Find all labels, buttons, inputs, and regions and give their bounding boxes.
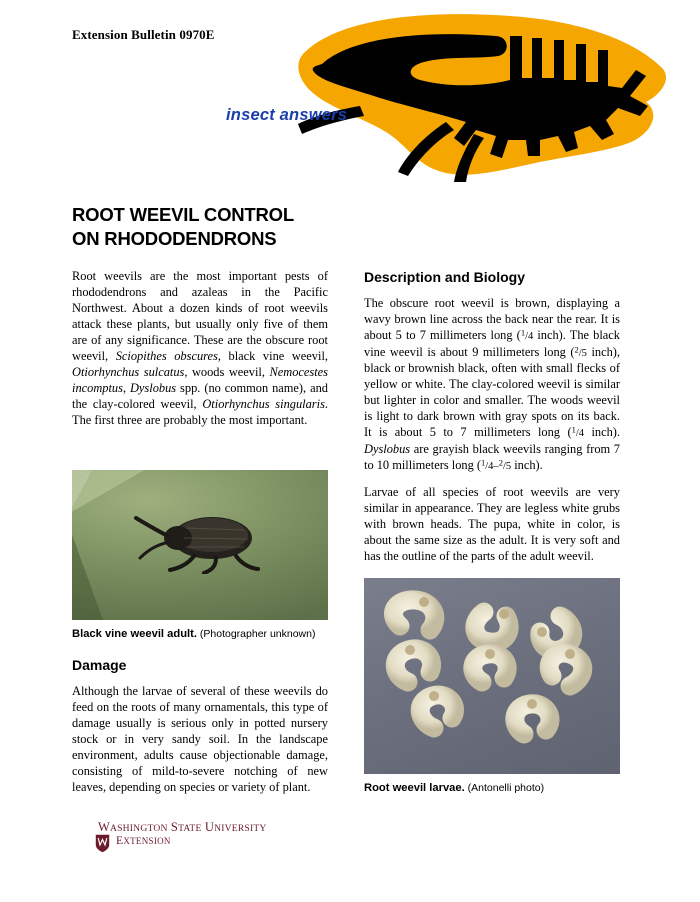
weevil-illustration-icon: [124, 508, 274, 574]
description-paragraph-1: The obscure root weevil is brown, displaying a wavy brown line across the back near the rear. It is about 5 to 7 millimeters long ($^1$/4 inch). The black vine weevil is about 9 millimeters long ($^2$/5 inch), black or brownish black, often with small flecks of yellow or white. The clay-colored weevil is similar but lighter in color and smaller. The woods weevil is light to dark brown with gray spots on its back. It is about 5 to 7 millimeters long ($^1$/4 inch). Dyslobus are grayish black weevils ranging from 7 to 10 millimeters long ($^1$/4–$^2$/5 inch).: [364, 296, 621, 472]
wsu-shield-icon: [95, 834, 110, 853]
description-paragraph-2: Larvae of all species of root weevils are very similar in appearance. They are legless white grubs with brown heads. The pupa, white in color, is about the same size as the adult. It is very soft and has the outline of the parts of the adult weevil.: [364, 485, 620, 564]
figure-root-weevil-larvae: [364, 578, 620, 795]
wsu-extension-logo: [68, 820, 308, 864]
damage-heading: Damage: [72, 657, 127, 673]
insect-answers-wordmark: insect answers: [226, 106, 348, 124]
figure-caption-larvae-credit: (Antonelli photo): [467, 782, 545, 794]
intro-paragraph: Root weevils are the most important pests of rhododendrons and azaleas in the Pacific Northwest. About a dozen kinds of root weevils attack these plants, but usually only five of them are of any significance. These are the obscure root weevil, Sciopithes obscures, black vine weevil, Otiorhynchus sulcatus, woods weevil, Nemocestes incomptus, Dyslobus spp. (no common name), and the clay-colored weevil, Otiorhynchus singularis. The first three are probably the most important.: [72, 269, 328, 427]
weevil-adult-photo: [72, 470, 328, 620]
figure-caption-adult: [72, 627, 328, 641]
right-column: [364, 268, 620, 575]
insect-answers-masthead: [210, 10, 670, 185]
larvae-illustration-icon: [364, 578, 620, 774]
page-title-line1: ROOT WEEVIL CONTROL: [72, 204, 294, 225]
beetle-eye-logo-icon: [210, 10, 670, 185]
figure-caption-larvae-bold: Root weevil larvae.: [364, 782, 465, 794]
description-heading: Description and Biology: [364, 269, 526, 285]
weevil-larvae-photo: [364, 578, 620, 774]
figure-black-vine-weevil-adult: [72, 470, 328, 641]
wsu-extension-name: EXTENSION: [116, 835, 171, 847]
left-column: [72, 268, 328, 439]
page-title-line2: ON RHODODENDRONS: [72, 227, 277, 249]
figure-caption-adult-bold: Black vine weevil adult.: [72, 628, 197, 640]
bulletin-id: Extension Bulletin 0970E: [72, 27, 215, 42]
figure-caption-adult-credit: (Photographer unknown): [199, 628, 316, 640]
damage-paragraph: Although the larvae of several of these weevils do feed on the roots of many ornamentals, this type of damage usually is serious only in potted nursery stock or in very sandy soil. In the landscape environment, adults cause objectionable damage, consisting of mild-to-severe notching of new leaves, depending on species or variety of plant.: [72, 684, 328, 795]
damage-section: [72, 656, 328, 806]
page-title: [72, 203, 492, 250]
figure-caption-larvae: [364, 781, 620, 795]
wsu-university-name: WASHINGTON STATE UNIVERSITY: [98, 820, 267, 834]
